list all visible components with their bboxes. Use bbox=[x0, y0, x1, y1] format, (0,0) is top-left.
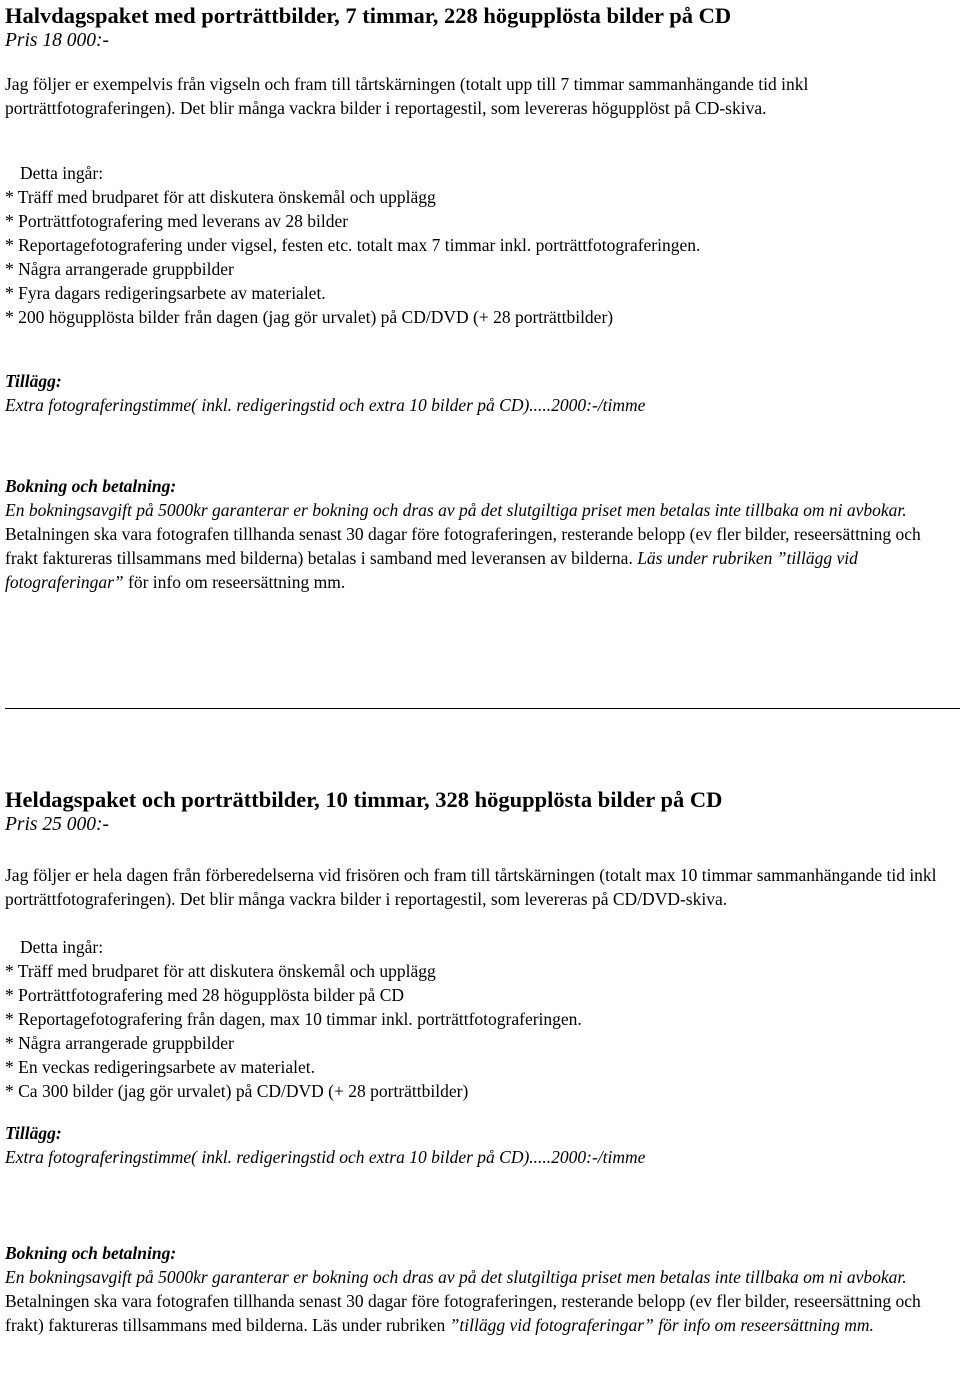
booking-payment-text: Betalningen ska vara fotografen tillhanda senast 30 dagar före fotograferingen, resterande belopp (ev fler bilder, reseersättning och frakt) faktureras tillsammans med bilderna. Läs under rubriken bbox=[5, 1291, 921, 1335]
includes-list bbox=[5, 959, 957, 1103]
booking-info-text: för info om reseersättning mm. bbox=[123, 572, 346, 592]
list-item: * Fyra dagars redigeringsarbete av materialet. bbox=[5, 283, 326, 303]
booking-title: Bokning och betalning: bbox=[5, 476, 177, 496]
booking-text bbox=[5, 498, 957, 594]
list-item: * Reportagefotografering från dagen, max 10 timmar inkl. porträttfotograferingen. bbox=[5, 1009, 582, 1029]
list-item: * En veckas redigeringsarbete av materialet. bbox=[5, 1057, 315, 1077]
booking-link-reference: ”tillägg vid fotograferingar” bbox=[449, 1315, 654, 1335]
list-item: * Träff med brudparet för att diskutera önskemål och upplägg bbox=[5, 187, 436, 207]
addon-title: Tillägg: bbox=[5, 1123, 62, 1143]
booking-link-reference: ”tillägg vid fotograferingar” bbox=[5, 548, 858, 592]
package-full-day bbox=[5, 785, 957, 1337]
addon-text: Extra fotograferingstimme( inkl. redigeringstid och extra 10 bilder på CD).....2000:-/timme bbox=[5, 395, 646, 415]
addon-title: Tillägg: bbox=[5, 371, 62, 391]
booking-deposit-text: En bokningsavgift på 5000kr garanterar er bokning och dras av på det slutgiltiga priset men betalas inte tillbaka om ni avbokar. bbox=[5, 1267, 907, 1287]
package-title: Halvdagspaket med porträttbilder, 7 timmar, 228 högupplösta bilder på CD bbox=[5, 3, 732, 28]
booking-text bbox=[5, 1265, 957, 1337]
list-item: * Några arrangerade gruppbilder bbox=[5, 259, 234, 279]
booking-read-text: Läs under rubriken bbox=[632, 548, 777, 568]
list-item: * Träff med brudparet för att diskutera önskemål och upplägg bbox=[5, 961, 436, 981]
section-divider bbox=[5, 708, 960, 709]
includes-title: Detta ingår: bbox=[20, 163, 104, 183]
booking-info-text: för info om reseersättning mm. bbox=[653, 1315, 874, 1335]
booking-payment-text: Betalningen ska vara fotografen tillhanda senast 30 dagar före fotograferingen, resterande belopp (ev fler bilder, reseersättning och frakt faktureras tillsammans med bilderna) betalas i samband med leveransen av bilderna. bbox=[5, 524, 921, 568]
list-item: * 200 högupplösta bilder från dagen (jag gör urvalet) på CD/DVD (+ 28 porträttbilder) bbox=[5, 307, 614, 327]
includes-title: Detta ingår: bbox=[20, 937, 104, 957]
addon-text: Extra fotograferingstimme( inkl. redigeringstid och extra 10 bilder på CD).....2000:-/timme bbox=[5, 1147, 646, 1167]
package-price: Pris 25 000:- bbox=[5, 814, 109, 835]
package-intro: Jag följer er exempelvis från vigseln och fram till tårtskärningen (totalt upp till 7 timmar sammanhängande tid inkl porträttfotograferingen). Det blir många vackra bilder i reportagestil, som levereras högupplöst på CD-skiva. bbox=[5, 74, 809, 118]
list-item: * Reportagefotografering under vigsel, festen etc. totalt max 7 timmar inkl. porträttfotograferingen. bbox=[5, 235, 701, 255]
package-price: Pris 18 000:- bbox=[5, 30, 109, 51]
package-title: Heldagspaket och porträttbilder, 10 timmar, 328 högupplösta bilder på CD bbox=[5, 787, 723, 812]
package-intro: Jag följer er hela dagen från förberedelserna vid frisören och fram till tårtskärningen (totalt max 10 timmar sammanhängande tid inkl porträttfotograferingen). Det blir många vackra bilder i reportagestil, som levereras på CD/DVD-skiva. bbox=[5, 865, 937, 909]
package-half-day bbox=[5, 1, 957, 594]
list-item: * Porträttfotografering med leverans av 28 bilder bbox=[5, 211, 349, 231]
includes-list bbox=[5, 185, 957, 329]
list-item: * Porträttfotografering med 28 högupplösta bilder på CD bbox=[5, 985, 405, 1005]
booking-title: Bokning och betalning: bbox=[5, 1243, 177, 1263]
booking-deposit-text: En bokningsavgift på 5000kr garanterar er bokning och dras av på det slutgiltiga priset men betalas inte tillbaka om ni avbokar. bbox=[5, 500, 907, 520]
list-item: * Ca 300 bilder (jag gör urvalet) på CD/DVD (+ 28 porträttbilder) bbox=[5, 1081, 469, 1101]
list-item: * Några arrangerade gruppbilder bbox=[5, 1033, 234, 1053]
